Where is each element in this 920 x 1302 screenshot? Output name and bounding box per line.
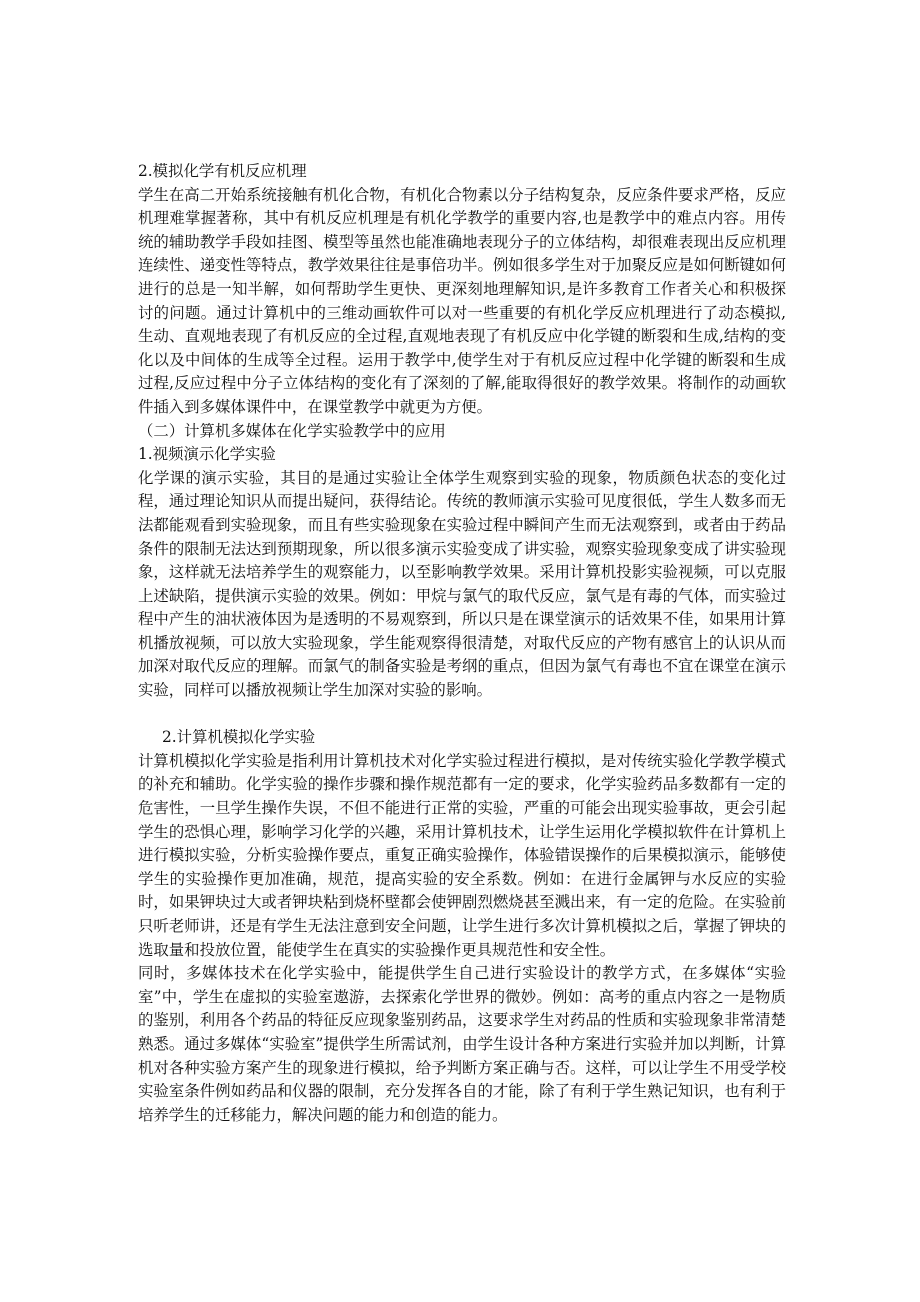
document-body: [138, 160, 786, 1127]
section-heading-mechanism: 2.模拟化学有机反应机理: [138, 162, 307, 180]
paragraph-virtual-lab: 同时，多媒体技术在化学实验中，能提供学生自己进行实验设计的教学方式，在多媒体“实验室”中，学生在虚拟的实验室遨游，去探索化学世界的微妙。例如：高考的重点内容之一是物质的鉴别，利用各个药品的特征反应现象鉴别药品，这要求学生对药品的性质和实验现象非常清楚熟悉。通过多媒体“实验室”提供学生所需试剂，由学生设计各种方案进行实验并加以判断，计算机对各种实验方案产生的现象进行模拟，给予判断方案正确与否。这样，可以让学生不用受学校实验室条件例如药品和仪器的限制，充分发挥各自的才能，除了有利于学生熟记知识，也有利于培养学生的迁移能力，解决问题的能力和创造的能力。: [138, 964, 786, 1124]
section-heading-experiment-teaching: （二）计算机多媒体在化学实验教学中的应用: [138, 421, 446, 440]
paragraph-video-demo: 化学课的演示实验，其目的是通过实验让全体学生观察到实验的现象，物质颜色状态的变化过程，通过理论知识从而提出疑问，获得结论。传统的教师演示实验可见度很低，学生人数多而无法都能观看到实验现象，而且有些实验现象在实验过程中瞬间产生而无法观察到，或者由于药品条件的限制无法达到预期现象，所以很多演示实验变成了讲实验，观察实验现象变成了讲实验现象，这样就无法培养学生的观察能力，以至影响教学效果。采用计算机投影实验视频，可以克服上述缺陷，提供演示实验的效果。例如：甲烷与氯气的取代反应，氯气是有毒的气体，而实验过程中产生的油状液体因为是透明的不易观察到，所以只是在课堂演示的话效果不佳，如果用计算机播放视频，可以放大实验现象，学生能观察得很清楚，对取代反应的产物有感官上的认识从而加深对取代反应的理解。而氯气的制备实验是考纲的重点，但因为氯气有毒也不宜在课堂在演示实验，同样可以播放视频让学生加深对实验的影响。: [138, 468, 786, 700]
paragraph-mechanism: 学生在高二开始系统接触有机化合物，有机化合物素以分子结构复杂，反应条件要求严格，反应机理难掌握著称，其中有机反应机理是有机化学教学的重要内容,也是教学中的难点内容。用传统的辅助教学手段如挂图、模型等虽然也能准确地表现分子的立体结构，却很难表现出反应机理连续性、递变性等特点，教学效果往往是事倍功半。例如很多学生对于加聚反应是如何断键如何进行的总是一知半解，如何帮助学生更快、更深刻地理解知识,是许多教育工作者关心和积极探讨的问题。通过计算机中的三维动画软件可以对一些重要的有机化学反应机理进行了动态模拟,生动、直观地表现了有机反应的全过程,直观地表现了有机反应中化学键的断裂和生成,结构的变化以及中间体的生成等全过程。运用于教学中,使学生对于有机反应过程中化学键的断裂和生成过程,反应过程中分子立体结构的变化有了深刻的了解,能取得很好的教学效果。将制作的动画软件插入到多媒体课件中，在课堂教学中就更为方便。: [138, 185, 786, 416]
blank-line: [138, 703, 786, 727]
section-heading-simulation: 2.计算机模拟化学实验: [162, 728, 316, 747]
section-heading-video-demo: 1.视频演示化学实验: [138, 445, 276, 464]
paragraph-simulation: 计算机模拟化学实验是指利用计算机技术对化学实验过程进行模拟，是对传统实验化学教学模式的补充和辅助。化学实验的操作步骤和操作规范都有一定的要求，化学实验药品多数都有一定的危害性，一旦学生操作失误，不但不能进行正常的实验，严重的可能会出现实验事故，更会引起学生的恐惧心理，影响学习化学的兴趣，采用计算机技术，让学生运用化学模拟软件在计算机上进行模拟实验，分析实验操作要点，重复正确实验操作，体验错误操作的后果模拟演示，能够使学生的实验操作更加准确，规范，提高实验的安全系数。例如：在进行金属钾与水反应的实验时，如果钾块过大或者钾块粘到烧杯壁都会使钾剧烈燃烧甚至溅出来，有一定的危险。在实验前只听老师讲，还是有学生无法注意到安全问题，让学生进行多次计算机模拟之后，掌握了钾块的选取量和投放位置，能使学生在真实的实验操作更具规范性和安全性。: [138, 751, 786, 959]
